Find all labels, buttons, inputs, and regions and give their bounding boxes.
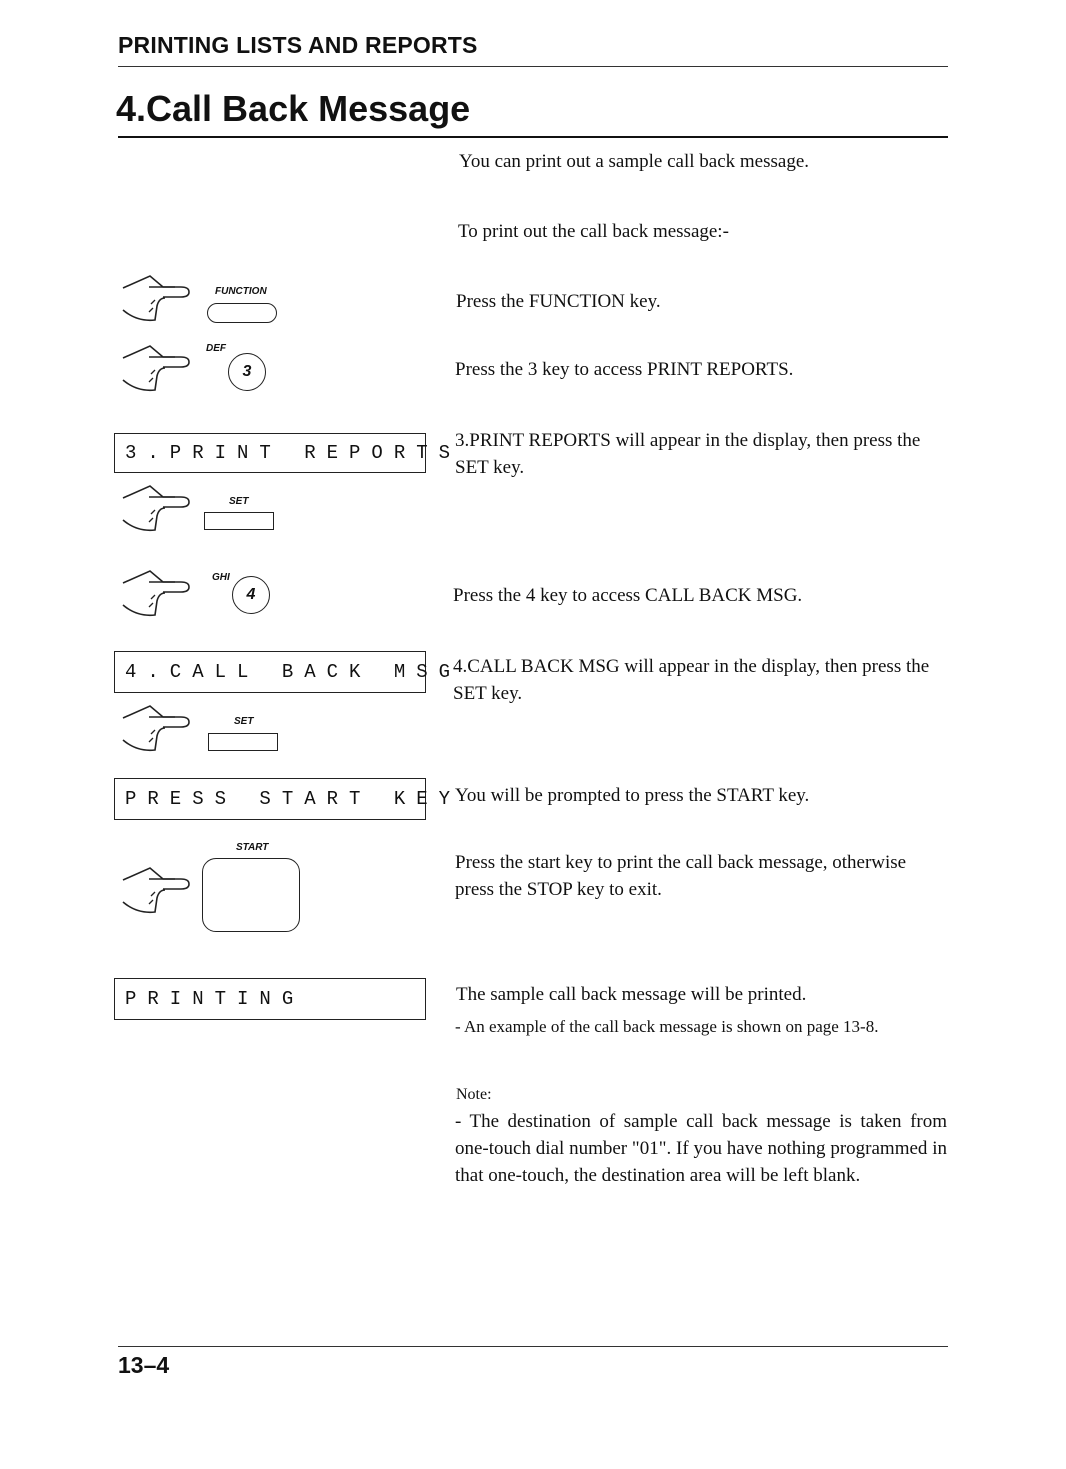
start-key-label: START bbox=[236, 842, 269, 853]
step-function-text: Press the FUNCTION key. bbox=[456, 291, 661, 312]
start-key[interactable] bbox=[202, 858, 300, 932]
step-display4-subtext: - An example of the call back message is shown on page 13-8. bbox=[455, 1017, 879, 1036]
intro-line-1: You can print out a sample call back message. bbox=[459, 151, 810, 172]
hand-pointer-icon bbox=[115, 862, 195, 922]
note-text: - The destination of sample call back message is taken from one-touch dial number "01". If you have nothing programmed in that one-touch, the destination area will be left blank. bbox=[455, 1111, 947, 1186]
step-start-text: Press the start key to print the call back message, otherwise press the STOP key to exit. bbox=[455, 852, 907, 900]
section-title: PRINTING LISTS AND REPORTS bbox=[118, 32, 478, 58]
function-key-label: FUNCTION bbox=[215, 286, 267, 297]
set-key-label: SET bbox=[234, 716, 254, 727]
step-display1-text: 3.PRINT REPORTS will appear in the display, then press the SET key. bbox=[455, 430, 921, 478]
header-rule bbox=[118, 66, 948, 67]
hand-pointer-icon bbox=[115, 700, 195, 760]
hand-pointer-icon bbox=[115, 270, 195, 330]
key-4-letters: GHI bbox=[212, 572, 230, 583]
step-display4-text: The sample call back message will be printed. bbox=[456, 984, 807, 1005]
set-key[interactable] bbox=[208, 733, 278, 751]
step-display3-text: You will be prompted to press the START key. bbox=[455, 785, 810, 806]
title-rule bbox=[118, 136, 948, 138]
lcd-display: PRINTING bbox=[114, 978, 426, 1020]
key-4[interactable]: 4 bbox=[232, 576, 270, 614]
intro-line-2: To print out the call back message:- bbox=[458, 221, 729, 242]
set-key-label: SET bbox=[229, 496, 249, 507]
hand-pointer-icon bbox=[115, 565, 195, 625]
function-key[interactable] bbox=[207, 303, 277, 323]
lcd-display: 4.CALL BACK MSG bbox=[114, 651, 426, 693]
page-number: 13–4 bbox=[118, 1352, 170, 1378]
note-heading: Note: bbox=[456, 1086, 492, 1103]
lcd-display: PRESS START KEY bbox=[114, 778, 426, 820]
set-key[interactable] bbox=[204, 512, 274, 530]
hand-pointer-icon bbox=[115, 480, 195, 540]
step-key3-text: Press the 3 key to access PRINT REPORTS. bbox=[455, 359, 794, 380]
key-3[interactable]: 3 bbox=[228, 353, 266, 391]
step-display2-text: 4.CALL BACK MSG will appear in the display, then press the SET key. bbox=[453, 656, 930, 704]
hand-pointer-icon bbox=[115, 340, 195, 400]
step-key4-text: Press the 4 key to access CALL BACK MSG. bbox=[453, 585, 803, 606]
page-title: 4.Call Back Message bbox=[116, 88, 471, 129]
lcd-display: 3.PRINT REPORTS bbox=[114, 433, 426, 473]
key-3-letters: DEF bbox=[206, 343, 226, 354]
footer-rule bbox=[118, 1346, 948, 1347]
